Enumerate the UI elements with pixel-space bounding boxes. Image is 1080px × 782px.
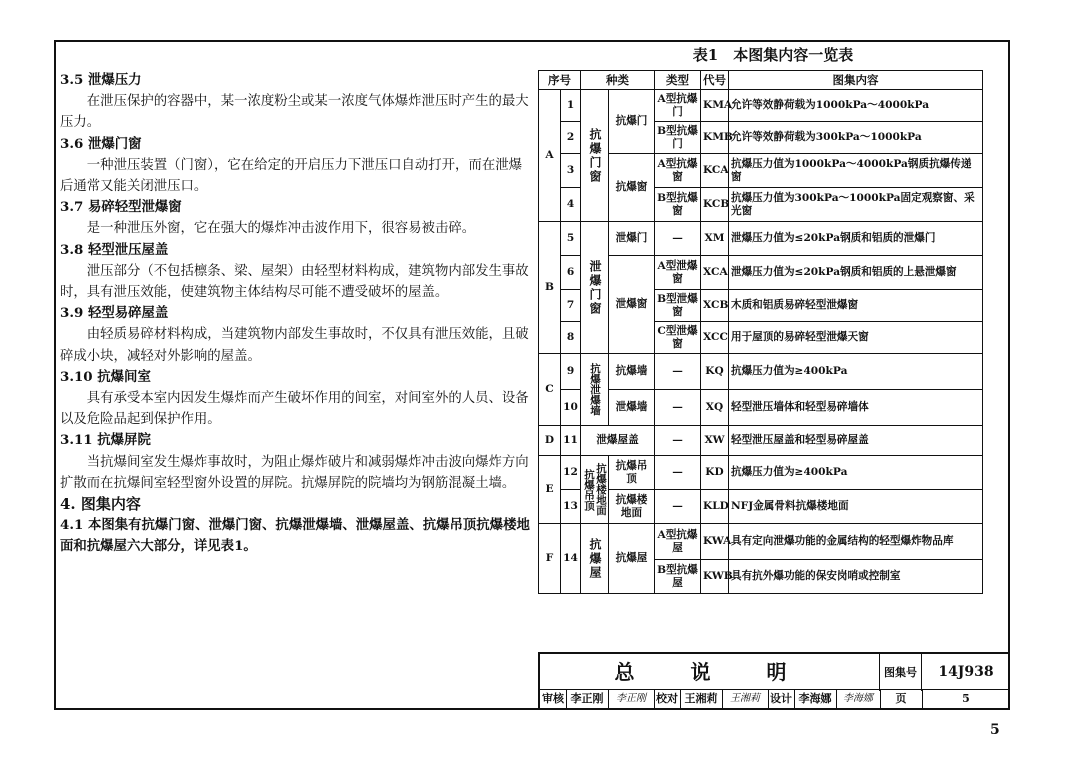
table-header-row <box>539 71 983 90</box>
group-letter: F <box>539 524 561 594</box>
code-cell: KWA <box>701 524 729 560</box>
type-cell: B型泄爆窗 <box>655 290 701 322</box>
type-cell: B型抗爆屋 <box>655 560 701 594</box>
atlas-number-label: 图集号 <box>880 654 922 691</box>
code-cell: KCB <box>701 188 729 222</box>
group-letter: C <box>539 354 561 426</box>
type-cell: — <box>655 354 701 390</box>
table-title: 表1 本图集内容一览表 <box>692 46 854 64</box>
row-number: 14 <box>561 524 581 594</box>
title-block <box>538 652 1008 708</box>
type-cell: A型抗爆窗 <box>655 154 701 188</box>
group-category: 泄爆门窗 <box>581 222 609 354</box>
group-letter: B <box>539 222 561 354</box>
design-label: 设计 <box>768 690 795 708</box>
group-letter: A <box>539 90 561 222</box>
desc-cell: 轻型泄压屋盖和轻型易碎屋盖 <box>729 426 983 456</box>
table-row <box>539 456 983 490</box>
row-number: 5 <box>561 222 581 256</box>
paragraph: 当抗爆间室发生爆炸事故时，为阻止爆炸破片和减弱爆炸冲击波向爆炸方向扩散而在抗爆间室轻型窗外设置的屏院。抗爆屏院的院墙均为钢筋混凝土墙。 <box>60 454 529 491</box>
type-cell: — <box>655 390 701 426</box>
type-cell: A型抗爆屋 <box>655 524 701 560</box>
type-cell: B型抗爆门 <box>655 122 701 154</box>
desc-cell: NFJ金属骨料抗爆楼地面 <box>729 490 983 524</box>
type-cell: B型抗爆窗 <box>655 188 701 222</box>
section-heading: 3.6 泄爆门窗 <box>60 135 142 152</box>
sub-category: 抗爆吊顶 <box>609 456 655 490</box>
code-cell: XCA <box>701 256 729 290</box>
desc-cell: 泄爆压力值为≤20kPa钢质和铝质的泄爆门 <box>729 222 983 256</box>
type-cell: A型泄爆窗 <box>655 256 701 290</box>
desc-cell: 抗爆压力值为300kPa～1000kPa固定观察窗、采光窗 <box>729 188 983 222</box>
sub-category: 泄爆窗 <box>609 256 655 354</box>
desc-cell: 具有抗外爆功能的保安岗哨或控制室 <box>729 560 983 594</box>
table-row <box>539 524 983 560</box>
sub-category: 抗爆墙 <box>609 354 655 390</box>
row-number: 8 <box>561 322 581 354</box>
code-cell: KMB <box>701 122 729 154</box>
group-category: 抗爆屋 <box>581 524 609 594</box>
desc-cell: 具有定向泄爆功能的金属结构的轻型爆炸物品库 <box>729 524 983 560</box>
section-heading: 3.5 泄爆压力 <box>60 72 142 88</box>
header-code: 代号 <box>701 71 729 90</box>
row-number: 10 <box>561 390 581 426</box>
row-number: 9 <box>561 354 581 390</box>
title-block-main <box>538 652 1008 689</box>
code-cell: KQ <box>701 354 729 390</box>
row-number: 6 <box>561 256 581 290</box>
row-number: 1 <box>561 90 581 122</box>
sub-category: 抗爆屋 <box>609 524 655 594</box>
paragraph: 泄压部分（不包括檩条、梁、屋架）由轻型材料构成，建筑物内部发生事故时，具有泄压效能，使建筑物主体结构尽可能不遭受破坏的屋盖。 <box>60 263 529 301</box>
type-cell: A型抗爆门 <box>655 90 701 122</box>
header-content: 图集内容 <box>729 71 983 90</box>
section-heading: 3.11 抗爆屏院 <box>60 432 151 449</box>
row-number: 13 <box>561 490 581 524</box>
table-row <box>539 222 983 256</box>
type-cell: — <box>655 490 701 524</box>
desc-cell: 允许等效静荷载为1000kPa～4000kPa <box>729 90 983 122</box>
group-category: 抗爆门窗 <box>581 90 609 222</box>
code-cell: XCB <box>701 290 729 322</box>
type-cell: — <box>655 222 701 256</box>
page-number: 5 <box>990 722 1000 738</box>
desc-cell: 泄爆压力值为≤20kPa钢质和铝质的上悬泄爆窗 <box>729 256 983 290</box>
table-row <box>539 354 983 390</box>
page-value: 5 <box>962 692 970 705</box>
desc-cell: 用于屋顶的易碎轻型泄爆天窗 <box>729 322 983 354</box>
desc-cell: 抗爆压力值为1000kPa～4000kPa钢质抗爆传递窗 <box>729 154 983 188</box>
check-label: 校对 <box>654 690 681 708</box>
designer-name: 李海娜 <box>794 690 837 708</box>
row-number: 2 <box>561 122 581 154</box>
code-cell: KD <box>701 456 729 490</box>
type-cell: C型泄爆窗 <box>655 322 701 354</box>
code-cell: KWB <box>701 560 729 594</box>
paragraph: 一种泄压装置（门窗），它在给定的开启压力下泄压口自动打开，而在泄爆后通常又能关闭泄压口。 <box>60 157 522 195</box>
type-cell: — <box>655 456 701 490</box>
desc-cell: 木质和铝质易碎轻型泄爆窗 <box>729 290 983 322</box>
section-heading: 3.8 轻型泄压屋盖 <box>60 241 169 258</box>
code-cell: KCA <box>701 154 729 188</box>
row-number: 3 <box>561 154 581 188</box>
designer-signature: 李海娜 <box>836 690 881 708</box>
sub-category: 泄爆屋盖 <box>581 426 655 456</box>
sub-category: 抗爆窗 <box>609 154 655 222</box>
row-number: 7 <box>561 290 581 322</box>
sub-category: 泄爆墙 <box>609 390 655 426</box>
content-table <box>538 70 983 594</box>
section-heading: 3.7 易碎轻型泄爆窗 <box>60 199 182 216</box>
sub-category: 抗爆门 <box>609 90 655 154</box>
type-cell: — <box>655 426 701 456</box>
code-cell: XCC <box>701 322 729 354</box>
code-cell: XM <box>701 222 729 256</box>
paragraph: 具有承受本室内因发生爆炸而产生破坏作用的间室，对间室外的人员、设备以及危险品起到保护作用。 <box>60 391 529 428</box>
header-type: 类型 <box>655 71 701 90</box>
checker-signature: 王湘莉 <box>722 690 769 708</box>
sub-category: 抗爆楼地面 <box>609 490 655 524</box>
desc-cell: 允许等效静荷载为300kPa～1000kPa <box>729 122 983 154</box>
desc-cell: 抗爆压力值为≥400kPa <box>729 456 983 490</box>
paragraph: 由轻质易碎材料构成，当建筑物内部发生事故时，不仅具有泄压效能，且破碎成小块，减轻对外影响的屋盖。 <box>60 327 529 364</box>
signature-row <box>538 689 1008 708</box>
reviewer-signature: 李正刚 <box>608 690 655 708</box>
code-cell: XQ <box>701 390 729 426</box>
header-kind: 种类 <box>581 71 655 90</box>
group-category: 抗爆泄爆墙 <box>581 354 609 426</box>
drawing-title: 总 说 明 <box>540 654 880 691</box>
page-label: 页 <box>880 690 923 708</box>
review-label: 审核 <box>540 690 567 708</box>
code-cell: KMA <box>701 90 729 122</box>
row-number: 4 <box>561 188 581 222</box>
desc-cell: 轻型泄压墙体和轻型易碎墙体 <box>729 390 983 426</box>
group-letter: D <box>539 426 561 456</box>
section-heading: 3.9 轻型易碎屋盖 <box>60 305 169 322</box>
code-cell: KLD <box>701 490 729 524</box>
left-text-column <box>60 70 530 558</box>
atlas-number: 14J938 <box>938 664 994 680</box>
sub-category: 泄爆门 <box>609 222 655 256</box>
table-row <box>539 90 983 122</box>
desc-cell: 抗爆压力值为≥400kPa <box>729 354 983 390</box>
group-category: 抗爆吊顶 抗爆楼地面 <box>581 456 609 524</box>
reviewer-name: 李正刚 <box>566 690 609 708</box>
header-seq: 序号 <box>539 71 581 90</box>
code-cell: XW <box>701 426 729 456</box>
row-number: 12 <box>561 456 581 490</box>
paragraph: 是一种泄压外窗，它在强大的爆炸冲击波作用下，很容易被击碎。 <box>86 221 476 237</box>
section-heading: 4.1 本图集有抗爆门窗、泄爆门窗、抗爆泄爆墙、泄爆屋盖、抗爆吊顶抗爆楼地面和抗爆屋六大部分，详见表1。 <box>60 517 530 555</box>
table-row <box>539 426 983 456</box>
section-heading: 4. 图集内容 <box>60 495 141 514</box>
group-letter: E <box>539 456 561 524</box>
paragraph: 在泄压保护的容器中，某一浓度粉尘或某一浓度气体爆炸泄压时产生的最大压力。 <box>60 94 529 131</box>
row-number: 11 <box>561 426 581 456</box>
section-heading: 3.10 抗爆间室 <box>60 368 151 385</box>
checker-name: 王湘莉 <box>680 690 723 708</box>
